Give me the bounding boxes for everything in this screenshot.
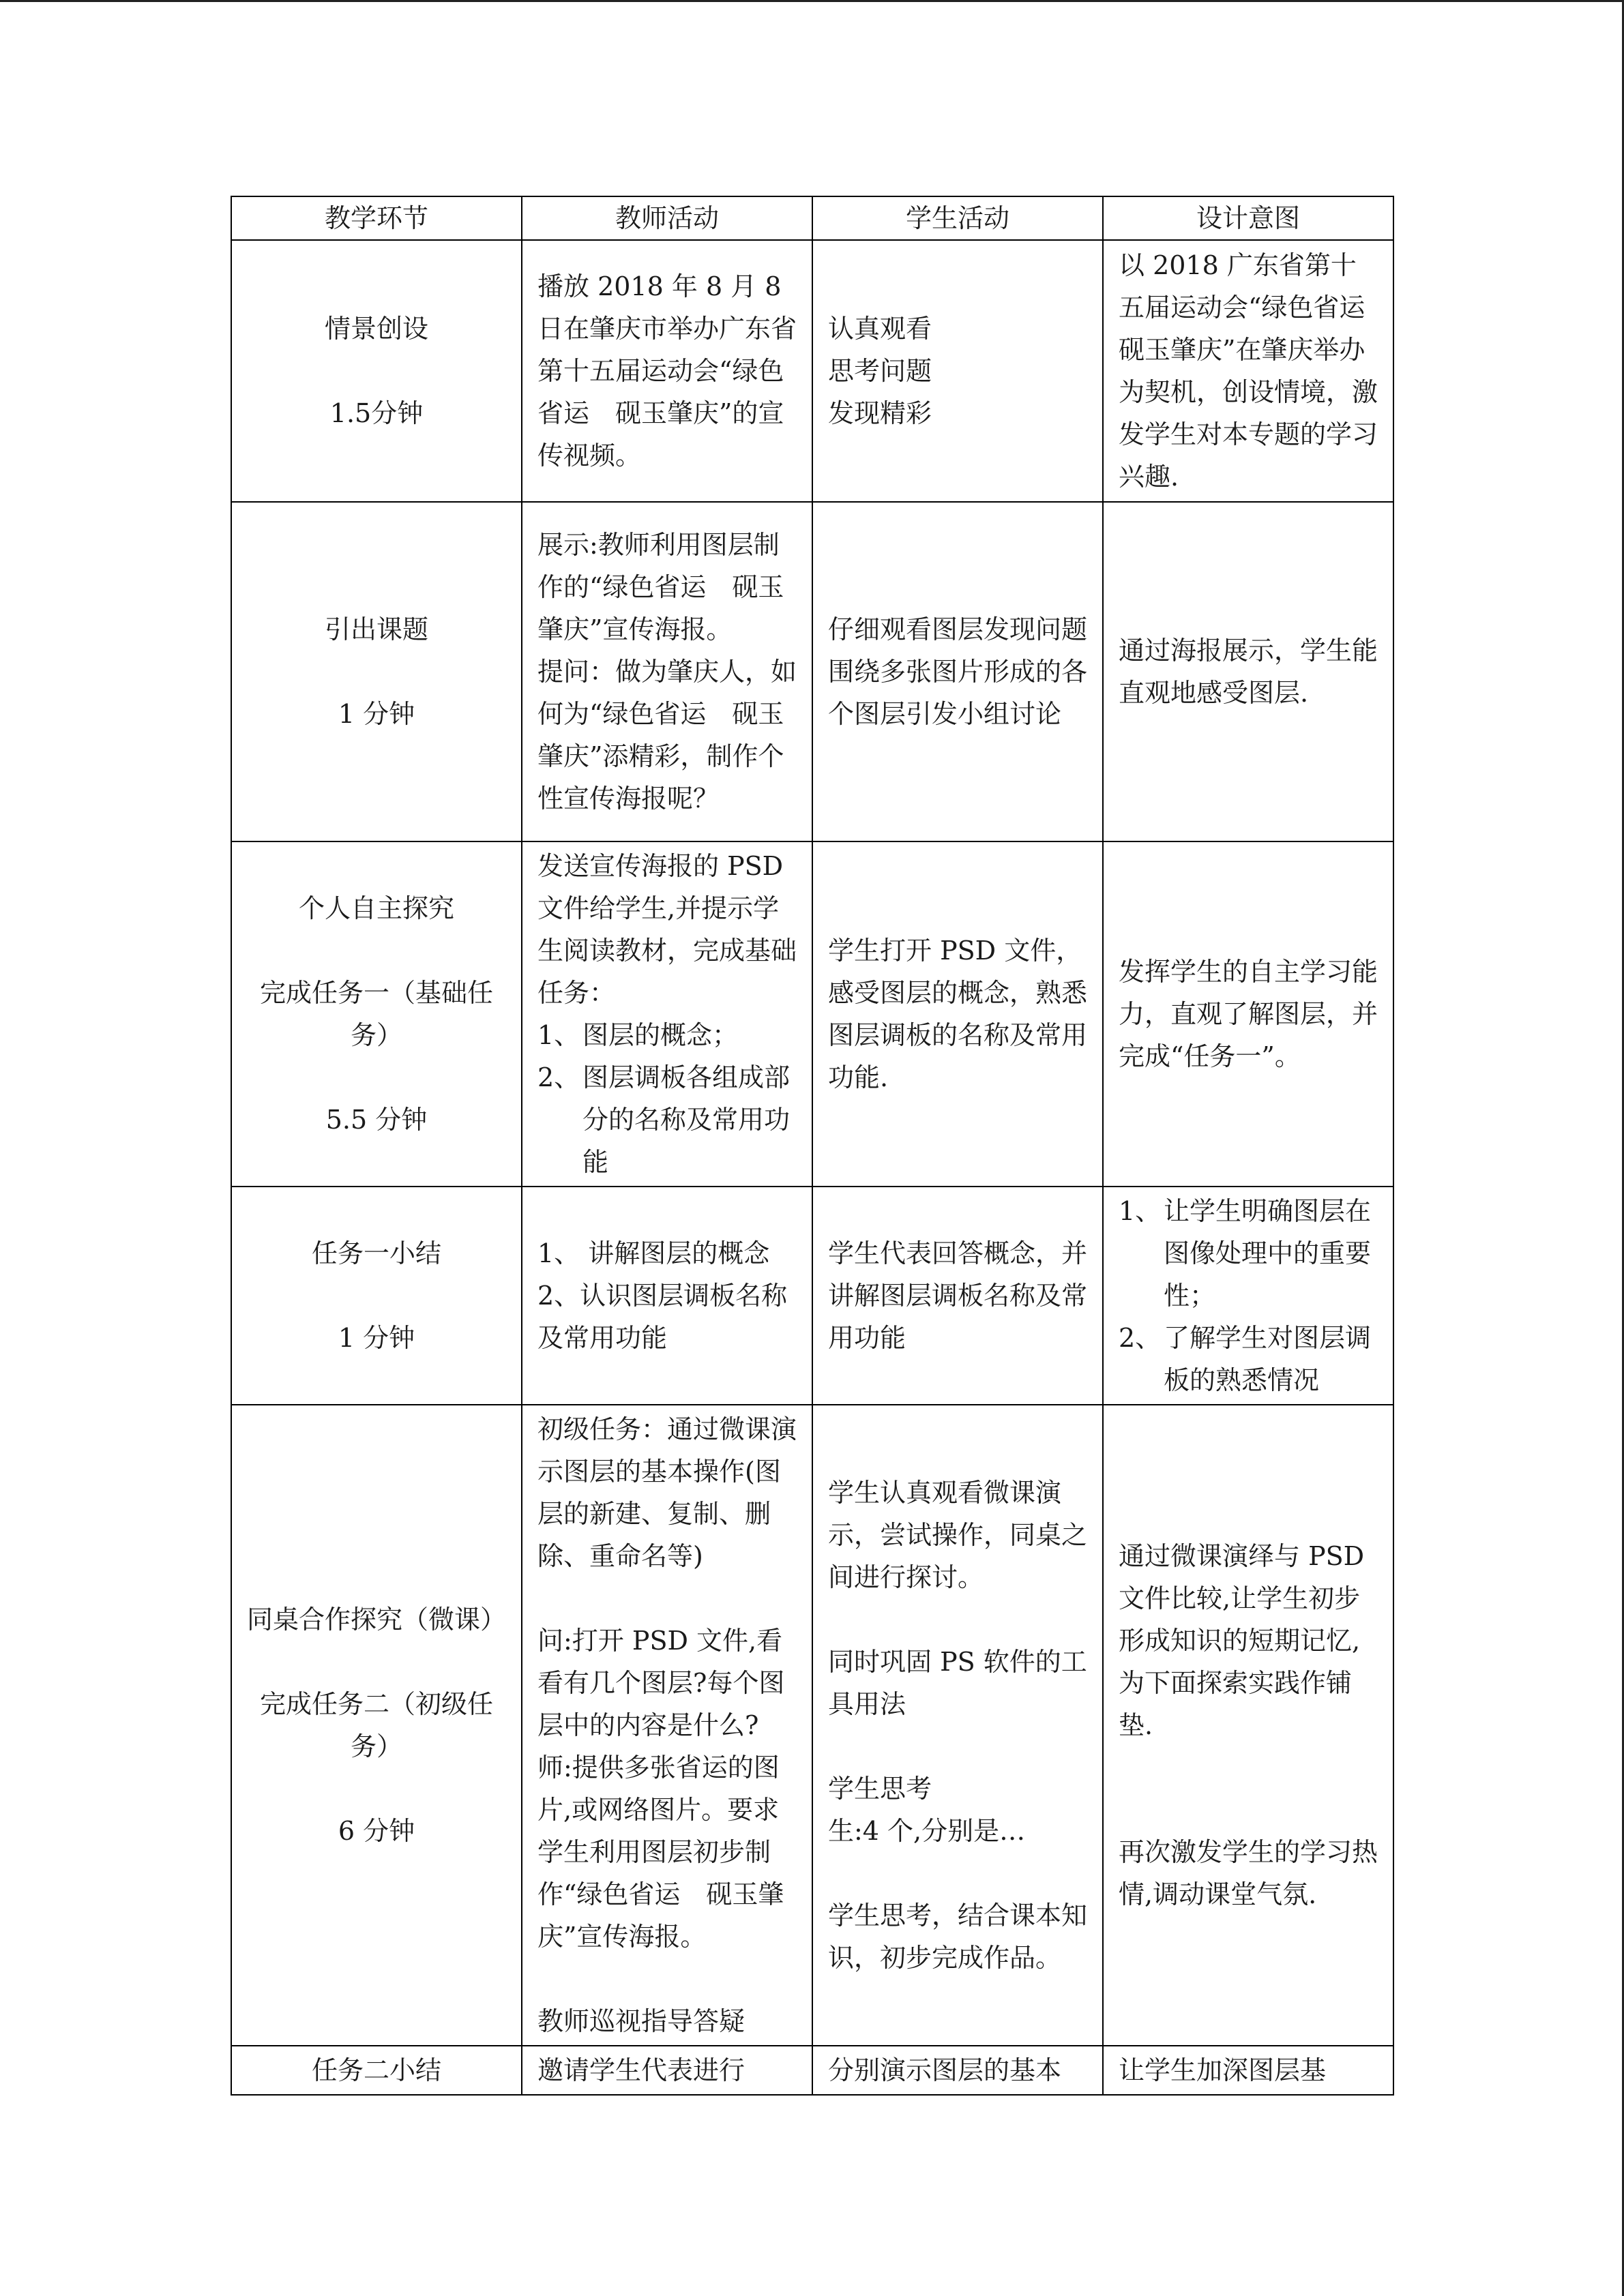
student-activity-cell xyxy=(812,502,1103,841)
page-top-border xyxy=(0,0,1624,2)
student-activity-cell xyxy=(812,240,1103,502)
teacher-activity-text: 初级任务：通过微课演示图层的基本操作(图层的新建、复制、删除、重命名等) xyxy=(537,1414,797,1571)
stage-name: 任务一小结 xyxy=(311,1238,441,1268)
student-activity-text: 学生思考 xyxy=(828,1774,932,1804)
item-text: 让学生明确图层在图像处理中的重要性； xyxy=(1164,1196,1372,1311)
design-intent-text: 通过微课演绎与 PSD 文件比较,让学生初步形成知识的短期记忆,为下面探索实践作铺垫. xyxy=(1119,1541,1365,1740)
design-intent-text: 再次激发学生的学习热情,调动课堂气氛. xyxy=(1119,1837,1378,1909)
teacher-activity-text: 师:提供多张省运的图片,或网络图片。要求学生利用图层初步制作“绿色省运 砚玉肇庆”宣传海报。 xyxy=(537,1753,784,1952)
stage-duration: 5.5 分钟 xyxy=(325,1105,428,1135)
item-text: 图层的概念； xyxy=(582,1020,739,1050)
numbered-item xyxy=(1119,1190,1378,1317)
design-intent-cell xyxy=(1103,502,1393,841)
student-activity-text: 生:4 个,分别是… xyxy=(828,1816,1026,1846)
teacher-activity-text: 展示:教师利用图层制作的“绿色省运 砚玉肇庆”宣传海报。 xyxy=(537,530,784,644)
table-row xyxy=(231,841,1393,1187)
stage-name: 情景创设 xyxy=(324,314,428,344)
student-activity-cell xyxy=(812,1405,1103,2046)
design-intent-text: 以 2018 广东省第十五届运动会“绿色省运 砚玉肇庆”在肇庆举办为契机，创设情境，激发学生对本专题的学习兴趣. xyxy=(1119,250,1391,492)
teacher-activity-text: 邀请学生代表进行 xyxy=(537,2055,745,2085)
design-intent-cell xyxy=(1103,2046,1393,2095)
stage-cell xyxy=(231,1405,522,2046)
teacher-activity-cell xyxy=(522,2046,812,2095)
stage-cell xyxy=(231,2046,522,2095)
design-intent-text: 让学生加深图层基 xyxy=(1119,2055,1327,2085)
numbered-item xyxy=(1119,1317,1378,1401)
student-activity-text: 学生思考，结合课本知识，初步完成作品。 xyxy=(828,1900,1088,1973)
numbered-item xyxy=(537,1056,797,1183)
teacher-activity-text: 教师巡视指导答疑 xyxy=(537,2006,745,2036)
student-activity-text: 同时巩固 PS 软件的工具用法 xyxy=(828,1647,1087,1719)
stage-cell xyxy=(231,1187,522,1405)
student-activity-text: 思考问题 xyxy=(828,356,932,386)
design-intent-text: 发挥学生的自主学习能力，直观了解图层，并完成“任务一”。 xyxy=(1119,957,1378,1071)
teacher-activity-cell xyxy=(522,1405,812,2046)
teacher-activity-text: 提问：做为肇庆人，如何为“绿色省运 砚玉肇庆”添精彩，制作个性宣传海报呢？ xyxy=(537,657,797,814)
student-activity-text: 学生认真观看微课演示，尝试操作，同桌之间进行探讨。 xyxy=(828,1478,1088,1592)
stage-name: 任务二小结 xyxy=(311,2055,441,2085)
table-header-row xyxy=(231,196,1393,240)
teacher-activity-text: 发送宣传海报的 PSD 文件给学生,并提示学生阅读教材，完成基础任务： xyxy=(537,851,797,1008)
header-design-intent: 设计意图 xyxy=(1103,196,1393,240)
teacher-activity-cell xyxy=(522,502,812,841)
student-activity-text: 发现精彩 xyxy=(828,398,932,428)
teacher-activity-cell xyxy=(522,240,812,502)
teacher-activity-cell xyxy=(522,841,812,1187)
header-student-activity: 学生活动 xyxy=(812,196,1103,240)
design-intent-cell xyxy=(1103,1405,1393,2046)
design-intent-cell xyxy=(1103,240,1393,502)
student-activity-text: 学生打开 PSD 文件，感受图层的概念，熟悉图层调板的名称及常用功能. xyxy=(828,936,1088,1092)
student-activity-cell xyxy=(812,841,1103,1187)
table-row xyxy=(231,2046,1393,2095)
stage-duration: 6 分钟 xyxy=(338,1816,415,1846)
teacher-activity-text: 播放 2018 年 8 月 8 日在肇庆市举办广东省第十五届运动会“绿色省运 砚玉肇庆”的宣传视频。 xyxy=(537,271,797,471)
stage-cell xyxy=(231,240,522,502)
table-row xyxy=(231,1187,1393,1405)
student-activity-cell xyxy=(812,2046,1103,2095)
stage-cell xyxy=(231,841,522,1187)
student-activity-text: 认真观看 xyxy=(828,314,932,344)
header-stage: 教学环节 xyxy=(231,196,522,240)
teacher-activity-text: 2、认识图层调板名称及常用功能 xyxy=(537,1281,788,1353)
student-activity-text: 围绕多张图片形成的各个图层引发小组讨论 xyxy=(828,657,1088,729)
stage-duration: 1 分钟 xyxy=(338,699,415,729)
stage-task: 完成任务二（初级任务） xyxy=(259,1689,493,1761)
student-activity-text: 仔细观看图层发现问题 xyxy=(828,614,1088,644)
design-intent-text: 通过海报展示，学生能直观地感受图层. xyxy=(1119,636,1378,708)
stage-duration: 1 分钟 xyxy=(338,1323,415,1353)
stage-duration: 1.5分钟 xyxy=(329,398,424,428)
table-row xyxy=(231,502,1393,841)
stage-name: 个人自主探究 xyxy=(298,893,454,923)
teacher-activity-text: 1、 讲解图层的概念 xyxy=(537,1238,770,1268)
design-intent-cell xyxy=(1103,841,1393,1187)
student-activity-text: 学生代表回答概念，并讲解图层调板名称及常用功能 xyxy=(828,1238,1088,1353)
item-text: 了解学生对图层调板的熟悉情况 xyxy=(1164,1323,1372,1395)
item-number: 1、 xyxy=(1119,1196,1162,1226)
student-activity-text: 分别演示图层的基本 xyxy=(828,2055,1062,2085)
teacher-activity-text: 问:打开 PSD 文件,看看有几个图层?每个图层中的内容是什么? xyxy=(537,1626,785,1740)
numbered-item xyxy=(537,1014,797,1056)
lesson-plan-table xyxy=(231,196,1394,2096)
item-number: 2、 xyxy=(537,1062,580,1092)
design-intent-cell xyxy=(1103,1187,1393,1405)
table-row xyxy=(231,240,1393,502)
item-text: 图层调板各组成部分的名称及常用功能 xyxy=(582,1062,791,1177)
teacher-activity-cell xyxy=(522,1187,812,1405)
stage-name: 引出课题 xyxy=(324,614,428,644)
item-number: 2、 xyxy=(1119,1323,1162,1353)
stage-task: 完成任务一（基础任务） xyxy=(259,978,493,1050)
item-number: 1、 xyxy=(537,1020,580,1050)
header-teacher-activity: 教师活动 xyxy=(522,196,812,240)
student-activity-cell xyxy=(812,1187,1103,1405)
stage-name: 同桌合作探究（微课） xyxy=(247,1605,507,1635)
stage-cell xyxy=(231,502,522,841)
table-row xyxy=(231,1405,1393,2046)
